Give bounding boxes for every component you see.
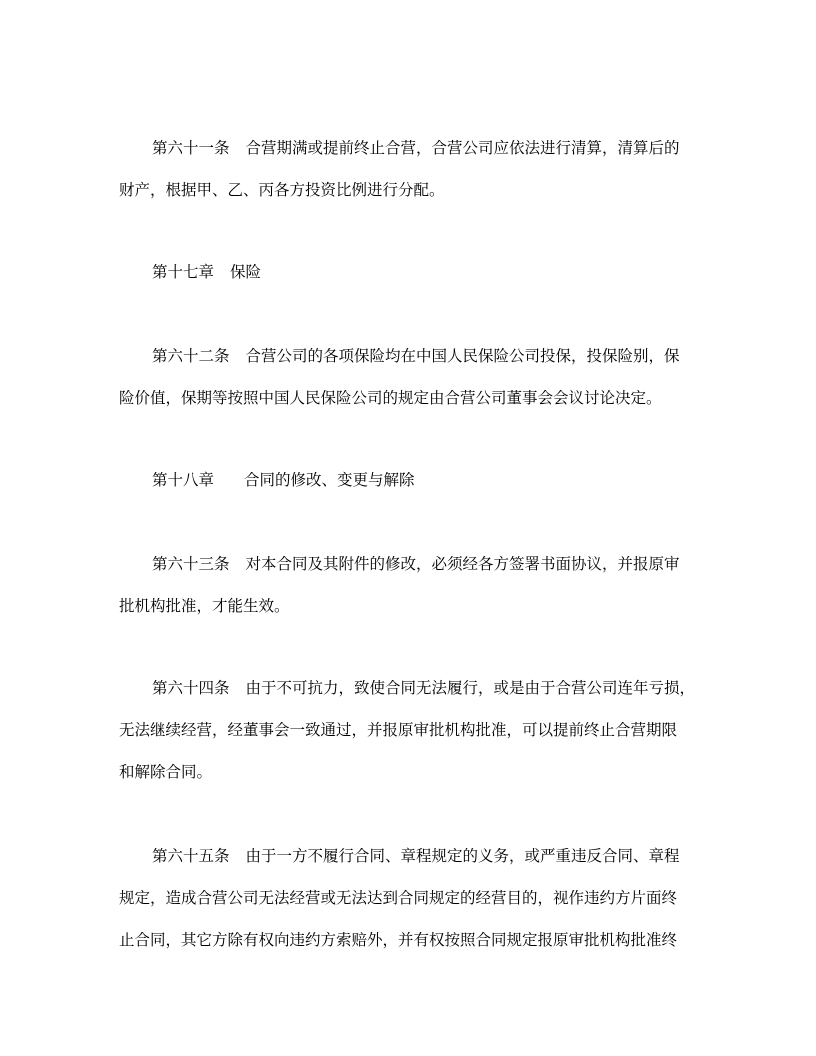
article-63-line-1 bbox=[152, 554, 709, 574]
article-63-label: 第六十三条 bbox=[152, 555, 230, 573]
article-61-text-1: 合营期满或提前终止合营，合营公司应依法进行清算，清算后的 bbox=[245, 139, 680, 157]
article-61-text-2: 财产，根据甲、乙、丙各方投资比例进行分配。 bbox=[119, 181, 445, 199]
article-65-line-1 bbox=[152, 846, 709, 866]
article-64-label: 第六十四条 bbox=[152, 679, 230, 697]
chapter-18-label: 第十八章 bbox=[152, 471, 215, 489]
article-61-label: 第六十一条 bbox=[152, 139, 230, 157]
article-64-line-2 bbox=[119, 720, 709, 740]
article-64-text-3: 和解除合同。 bbox=[119, 763, 213, 781]
article-63-line-2 bbox=[119, 596, 709, 616]
article-65-text-1: 由于一方不履行合同、章程规定的义务，或严重违反合同、章程 bbox=[245, 847, 680, 865]
article-65-text-3: 止合同，其它方除有权向违约方索赔外，并有权按照合同规定报原审批机构批准终 bbox=[119, 931, 678, 949]
article-64-line-3 bbox=[119, 762, 709, 782]
chapter-17-label: 第十七章 bbox=[152, 263, 215, 281]
article-63-text-1: 对本合同及其附件的修改，必须经各方签署书面协议，并报原审 bbox=[245, 555, 680, 573]
article-64-text-1: 由于不可抗力，致使合同无法履行，或是由于合营公司连年亏损， bbox=[245, 679, 696, 697]
article-62-line-1 bbox=[152, 346, 709, 366]
chapter-17-heading bbox=[152, 262, 709, 282]
article-62-text-2: 险价值，保期等按照中国人民保险公司的规定由合营公司董事会会议讨论决定。 bbox=[119, 389, 662, 407]
article-65-line-3 bbox=[119, 930, 709, 950]
article-62-line-2 bbox=[119, 388, 709, 408]
article-65-label: 第六十五条 bbox=[152, 847, 230, 865]
article-65-text-2: 规定，造成合营公司无法经营或无法达到合同规定的经营目的，视作违约方片面终 bbox=[119, 889, 678, 907]
chapter-17-title: 保险 bbox=[230, 263, 262, 281]
article-65-line-2 bbox=[119, 888, 709, 908]
article-62-label: 第六十二条 bbox=[152, 347, 230, 365]
article-63-text-2: 批机构批准，才能生效。 bbox=[119, 597, 290, 615]
chapter-18-title: 合同的修改、变更与解除 bbox=[244, 471, 415, 489]
article-64-line-1 bbox=[152, 678, 709, 698]
article-61-line-1 bbox=[152, 138, 709, 158]
article-64-text-2: 无法继续经营，经董事会一致通过，并报原审批机构批准，可以提前终止合营期限 bbox=[119, 721, 678, 739]
article-62-text-1: 合营公司的各项保险均在中国人民保险公司投保，投保险别，保 bbox=[245, 347, 680, 365]
article-61-line-2 bbox=[119, 180, 709, 200]
chapter-18-heading bbox=[152, 470, 709, 490]
